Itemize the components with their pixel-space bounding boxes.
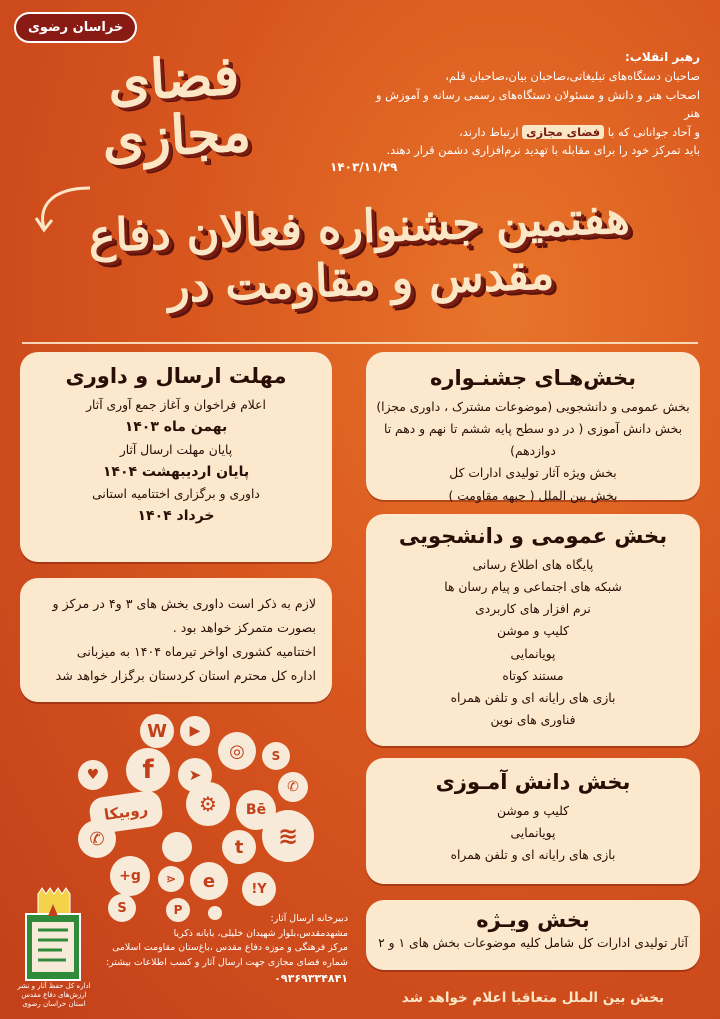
tumblr-icon: t [222,830,256,864]
phone-icon: ✆ [278,772,308,802]
contact-line: مشهدمقدس،بلوار شهیدان خلیلی، بابانه ذکریا [173,927,348,939]
public-title: بخش عمومی و دانشجویی [398,524,668,548]
quote-line-3-a: و آحاد جوانانی که با [607,124,700,139]
sections-line: بخش بین الملل ( جبهه مقاومت ) [448,488,618,503]
quote-line-3-b: ارتباط دارند، [459,124,519,139]
list-item: نرم افزار های کاربردی [475,602,591,617]
leader-quote [360,48,700,160]
deadline-value: بهمن ماه ۱۴۰۳ [124,419,228,436]
instagram-icon: ◎ [218,732,256,770]
apple-icon [162,832,192,862]
list-item: بازی های رایانه ای و تلفن همراه [450,848,616,863]
edge-icon: e [190,862,228,900]
title-cyberspace: فضای مجازی [100,42,253,171]
note-line: اختتامیه کشوری اواخر تیرماه ۱۴۰۴ به میزبانی [76,643,316,659]
students-card [366,758,700,884]
public-university-card [366,514,700,746]
deadline-value: پایان اردیبهشت ۱۴۰۴ [102,463,250,480]
deadline-label: پایان مهلت ارسال آثار [119,442,233,457]
note-line: لازم به ذکر است داوری بخش های ۳ و۴ در مرکز و [52,596,316,611]
google-plus-icon: g+ [110,856,150,896]
contact-info [96,912,348,987]
quote-date: ۱۴۰۳/۱۱/۲۹ [330,160,398,174]
deadline-title: مهلت ارسال و داوری [65,364,287,388]
rubika-logo: روبیکا [88,789,164,835]
skype-icon: S [108,894,136,922]
share-icon: ⋖ [158,866,184,892]
sections-line: بخش ویژه آثار تولیدی ادارات کل [449,466,617,481]
yahoo-icon: Y! [242,872,276,906]
note-line: اداره کل محترم استان کردستان برگزار خواهد شد [55,667,316,683]
whatsapp-icon: ✆ [78,820,116,858]
quote-title: رهبر انقلاب: [625,50,700,64]
special-text: آثار تولیدی ادارات کل شامل کلیه موضوعات بخش های ۱ و ۲ [378,936,688,950]
contact-line: شماره فضای مجازی جهت ارسال آثار و کسب اطلاعات بیشتر: [105,956,348,968]
sections-line: بخش عمومی و دانشجویی (موضوعات مشترک ، داوری مجزا) [376,400,690,414]
list-item: بازی های رایانه ای و تلفن همراه [450,690,616,705]
list-item: شبکه های اجتماعی و پیام رسان ها [444,580,622,595]
list-item: کلیپ و موشن [496,624,570,639]
list-item: پایگاه های اطلاع رسانی [472,558,594,572]
deadline-label: اعلام فراخوان و آغاز جمع آوری آثار [86,398,266,412]
quote-line-4: باید تمرکز خود را برای مقابله با تهدید نرم‌افزاری دشمن قرار دهند. [386,143,700,158]
international-note: بخش بین الملل متعاقبا اعلام خواهد شد [401,990,665,1006]
sections-title: بخش‌هـای جشنـواره [430,366,636,390]
telegram-icon: ➤ [178,758,212,792]
behance-icon: Bē [236,790,276,830]
wordpress-icon: W [140,714,174,748]
note-line: بصورت متمرکز خواهد بود . [172,619,316,635]
logo-caption: اداره کل حفظ آثار و نشر ارزش‌های دفاع مقدس استان خراسان رضوی [17,982,91,1008]
contact-line: دبیرخانه ارسال آثار: [270,913,348,924]
deadline-label: داوری و برگزاری اختتامیه استانی [92,487,260,502]
list-item: پویانمایی [510,646,556,661]
list-item: فناوری های نوین [490,712,576,727]
organization-logo [18,886,88,996]
festival-title: هفتمین جشنواره فعالان دفاع مقدس و مقاومت در [87,190,631,313]
province-badge: خراسان رضوی [14,12,137,43]
quote-line-2: اصحاب هنر و دانش و مسئولان دستگاه‌های رسمی رسانه و آموزش و هنر [376,87,700,121]
note-card [20,578,332,702]
quote-line-3 [360,123,700,141]
deadline-value: خرداد ۱۴۰۴ [137,508,215,525]
heart-icon: ♥ [78,760,108,790]
android-icon: ⚙ [186,782,230,826]
wifi-icon: ≋ [262,810,314,862]
contact-line: مرکز فرهنگی و موزه دفاع مقدس ،باغ‌ستان مقاومت اسلامی [112,942,348,954]
students-title: بخش دانش آمـوزی [435,770,631,794]
list-item: کلیپ و موشن [496,804,570,818]
quote-highlight: فضای مجازی [522,125,604,139]
deadline-card [20,352,332,562]
quote-line-1: صاحبان دستگاه‌های تبلیغاتی،صاحبان بیان،صاحبان قلم، [445,69,700,84]
divider [22,342,698,344]
youtube-icon: ▶ [180,716,210,746]
skype-icon-small: S [262,742,290,770]
special-title: بخش ویـژه [476,908,590,932]
list-item: مستند کوتاه [502,668,564,683]
pinterest-icon: P [166,898,190,922]
festival-sections-card [366,352,700,503]
facebook-icon: f [126,748,170,792]
list-item: پویانمایی [510,826,556,841]
contact-phone[interactable]: ۰۹۳۶۹۳۳۴۸۴۱ [274,972,348,986]
special-card [366,900,700,970]
sections-line: بخش دانش آموزی ( در دو سطح پایه ششم تا نهم و دهم تا دوازدهم) [383,422,683,459]
